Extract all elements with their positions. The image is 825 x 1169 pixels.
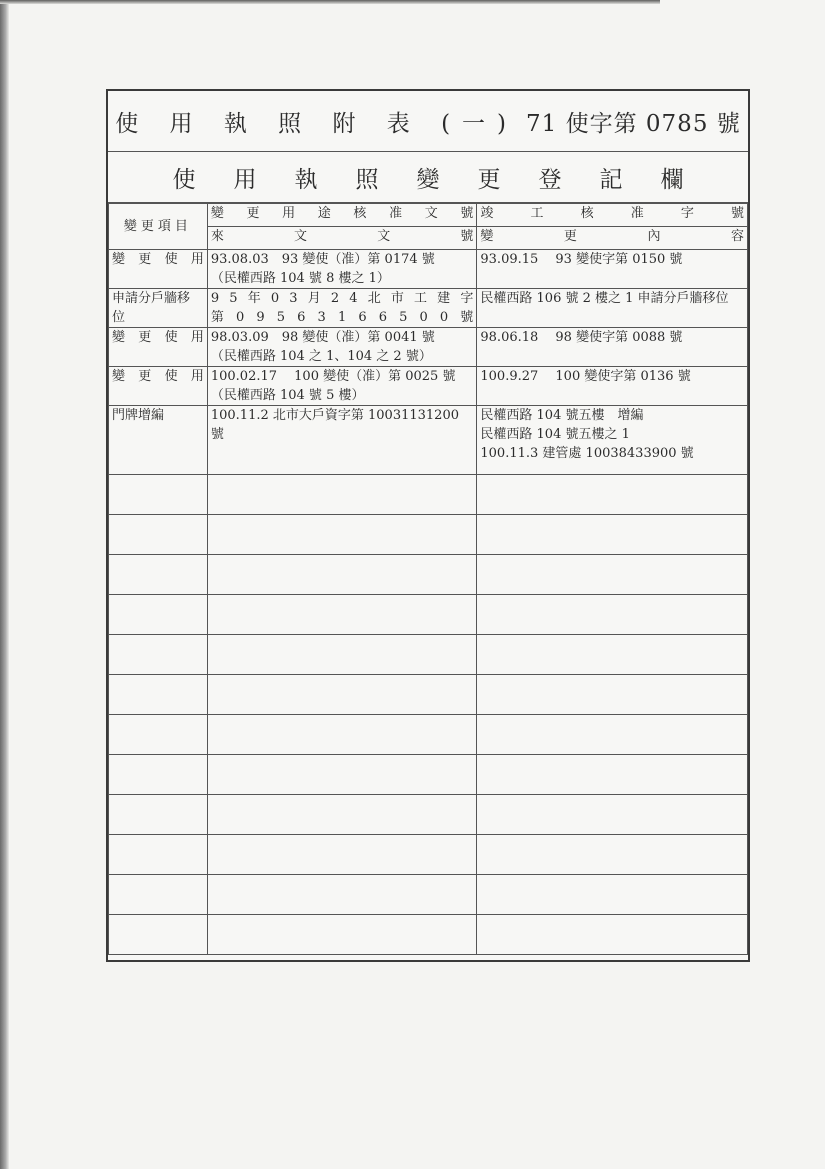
record-approval-char: 6 xyxy=(297,310,306,325)
record-change-item xyxy=(109,250,208,289)
header-change-item: 變更項目 xyxy=(109,204,208,250)
header-char: 變 xyxy=(210,206,224,221)
record-approval-char: 北 xyxy=(367,291,381,306)
record-item-line: 位 xyxy=(112,310,126,325)
change-record-row xyxy=(109,328,748,367)
record-approval-doc xyxy=(207,328,477,367)
record-approval-char: 月 xyxy=(307,291,321,306)
record-completion xyxy=(477,328,748,367)
header-char: 用 xyxy=(282,206,296,221)
scan-edge-top xyxy=(0,0,660,4)
record-item-char: 用 xyxy=(190,369,204,384)
record-approval-doc xyxy=(207,367,477,406)
record-approval-char: 5 xyxy=(229,291,238,306)
header-char: 文 xyxy=(377,229,391,244)
empty-cell xyxy=(477,635,748,675)
empty-cell xyxy=(207,555,477,595)
record-completion xyxy=(477,289,748,328)
empty-cell xyxy=(109,675,208,715)
license-number: 71 使字第 0785 號 xyxy=(526,110,741,137)
empty-cell xyxy=(207,715,477,755)
record-approval-char: 0 xyxy=(235,310,245,325)
record-approval-line: （民權西路 104 號 5 樓） xyxy=(210,388,365,403)
header-char: 文 xyxy=(294,229,308,244)
document-subtitle: 使用執照變更登記欄 xyxy=(108,152,748,203)
record-completion-line: 民權西路 104 號五樓之 1 xyxy=(480,427,630,442)
empty-cell xyxy=(109,635,208,675)
record-approval-char: 9 xyxy=(256,310,265,325)
header-approval-doc xyxy=(207,204,477,227)
record-item-line: 門牌增編 xyxy=(112,408,165,423)
record-item-char: 更 xyxy=(138,252,152,267)
record-approval-doc xyxy=(207,289,477,328)
empty-cell xyxy=(477,715,748,755)
record-approval-line: 98.03.09 98 變使（准）第 0041 號 xyxy=(210,330,435,345)
change-registration-table xyxy=(108,203,748,955)
empty-cell xyxy=(207,875,477,915)
empty-cell xyxy=(207,795,477,835)
record-item-char: 變 xyxy=(112,330,126,345)
record-completion xyxy=(477,250,748,289)
record-approval-char: 3 xyxy=(289,291,298,306)
empty-row xyxy=(109,915,748,955)
record-item-char: 更 xyxy=(138,369,152,384)
record-approval-char: 第 xyxy=(210,310,224,325)
record-approval-line: 93.08.03 93 變使（准）第 0174 號 xyxy=(210,252,435,267)
record-approval-doc xyxy=(207,250,477,289)
record-item-char: 使 xyxy=(164,330,178,345)
record-item-char: 更 xyxy=(138,330,152,345)
empty-cell xyxy=(109,915,208,955)
empty-cell xyxy=(477,675,748,715)
record-approval-char: 0 xyxy=(419,310,428,325)
record-approval-char: 工 xyxy=(414,291,428,306)
record-approval-char: 6 xyxy=(378,310,387,325)
record-approval-line: （民權西路 104 之 1、104 之 2 號） xyxy=(210,349,432,364)
empty-cell xyxy=(109,555,208,595)
record-approval-char: 5 xyxy=(399,310,408,325)
scan-edge xyxy=(0,0,9,1169)
header-char: 竣 xyxy=(480,206,494,221)
empty-cell xyxy=(207,835,477,875)
record-approval-char: 市 xyxy=(390,291,404,306)
header-char: 字 xyxy=(680,206,694,221)
header-char: 文 xyxy=(424,206,438,221)
empty-row xyxy=(109,515,748,555)
empty-cell xyxy=(207,595,477,635)
record-approval-char: 0 xyxy=(270,291,280,306)
record-completion-line: 98.06.18 98 變使字第 0088 號 xyxy=(480,330,683,345)
empty-cell xyxy=(477,755,748,795)
title-main: 使 用 執 照 附 表 (一) xyxy=(115,110,519,137)
record-approval-char: 0 xyxy=(439,310,449,325)
record-item-char: 使 xyxy=(164,369,178,384)
empty-row xyxy=(109,715,748,755)
record-approval-char: 6 xyxy=(358,310,367,325)
change-record-row xyxy=(109,406,748,475)
record-approval-line: 100.11.2 北市大戶資字第 10031131200 xyxy=(210,408,459,423)
empty-cell xyxy=(477,475,748,515)
header-change-content xyxy=(477,227,748,250)
record-approval-char: 3 xyxy=(317,310,326,325)
empty-cell xyxy=(477,595,748,635)
empty-cell xyxy=(109,515,208,555)
empty-cell xyxy=(477,795,748,835)
header-incoming-doc xyxy=(207,227,477,250)
record-completion-line: 民權西路 104 號五樓 增編 xyxy=(480,408,644,423)
empty-cell xyxy=(477,835,748,875)
record-change-item xyxy=(109,367,208,406)
record-change-item xyxy=(109,289,208,328)
header-char: 變 xyxy=(480,229,494,244)
header-char: 核 xyxy=(353,206,367,221)
record-item-line: 申請分戶牆移 xyxy=(112,291,191,306)
record-approval-char: 4 xyxy=(349,291,358,306)
empty-cell xyxy=(477,875,748,915)
record-approval-char: 9 xyxy=(210,291,220,306)
record-approval-char: 年 xyxy=(247,291,261,306)
record-approval-char: 2 xyxy=(330,291,340,306)
empty-row xyxy=(109,835,748,875)
empty-cell xyxy=(207,475,477,515)
empty-cell xyxy=(109,795,208,835)
header-char: 容 xyxy=(730,229,744,244)
empty-cell xyxy=(477,915,748,955)
record-completion-line: 民權西路 106 號 2 樓之 1 申請分戶牆移位 xyxy=(480,291,729,306)
empty-cell xyxy=(109,835,208,875)
record-completion xyxy=(477,406,748,475)
record-approval-char: 號 xyxy=(460,310,474,325)
header-char: 途 xyxy=(317,206,331,221)
empty-row xyxy=(109,795,748,835)
record-approval-line: 100.02.17 100 變使（准）第 0025 號 xyxy=(210,369,456,384)
record-approval-char: 5 xyxy=(276,310,286,325)
change-record-row xyxy=(109,289,748,328)
record-completion xyxy=(477,367,748,406)
record-item-char: 變 xyxy=(112,369,126,384)
empty-row xyxy=(109,555,748,595)
record-completion-line: 100.9.27 100 變使字第 0136 號 xyxy=(480,369,691,384)
empty-cell xyxy=(477,515,748,555)
header-char: 准 xyxy=(630,206,644,221)
empty-row xyxy=(109,595,748,635)
record-approval-char: 1 xyxy=(337,310,347,325)
header-char: 號 xyxy=(730,206,744,221)
header-char: 更 xyxy=(246,206,260,221)
empty-cell xyxy=(207,915,477,955)
empty-cell xyxy=(109,475,208,515)
record-approval-char: 字 xyxy=(460,291,474,306)
empty-cell xyxy=(109,715,208,755)
empty-cell xyxy=(109,755,208,795)
empty-cell xyxy=(109,595,208,635)
record-item-char: 用 xyxy=(190,330,204,345)
change-record-row xyxy=(109,367,748,406)
header-char: 更 xyxy=(563,229,577,244)
change-record-row xyxy=(109,250,748,289)
record-approval-char: 建 xyxy=(437,291,451,306)
empty-row xyxy=(109,475,748,515)
empty-row xyxy=(109,675,748,715)
header-char: 內 xyxy=(647,229,661,244)
record-change-item xyxy=(109,328,208,367)
empty-row xyxy=(109,875,748,915)
record-item-char: 變 xyxy=(112,252,126,267)
record-item-char: 使 xyxy=(164,252,178,267)
header-char: 號 xyxy=(460,229,474,244)
record-completion-line: 93.09.15 93 變使字第 0150 號 xyxy=(480,252,683,267)
license-annex-sheet xyxy=(106,89,750,962)
record-approval-doc xyxy=(207,406,477,475)
header-char: 來 xyxy=(210,229,224,244)
record-approval-line: 號 xyxy=(210,427,224,442)
record-completion-line: 100.11.3 建管處 10038433900 號 xyxy=(480,446,694,461)
empty-cell xyxy=(207,675,477,715)
empty-cell xyxy=(207,755,477,795)
document-title xyxy=(108,91,748,152)
record-item-char: 用 xyxy=(190,252,204,267)
empty-row xyxy=(109,635,748,675)
header-row-1 xyxy=(109,204,748,227)
empty-cell xyxy=(207,635,477,675)
header-char: 核 xyxy=(580,206,594,221)
empty-row xyxy=(109,755,748,795)
record-approval-line: （民權西路 104 號 8 樓之 1） xyxy=(210,271,390,286)
empty-cell xyxy=(109,875,208,915)
header-completion-no xyxy=(477,204,748,227)
header-char: 號 xyxy=(460,206,474,221)
header-char: 工 xyxy=(530,206,544,221)
empty-cell xyxy=(207,515,477,555)
record-change-item xyxy=(109,406,208,475)
empty-cell xyxy=(477,555,748,595)
header-char: 准 xyxy=(389,206,403,221)
